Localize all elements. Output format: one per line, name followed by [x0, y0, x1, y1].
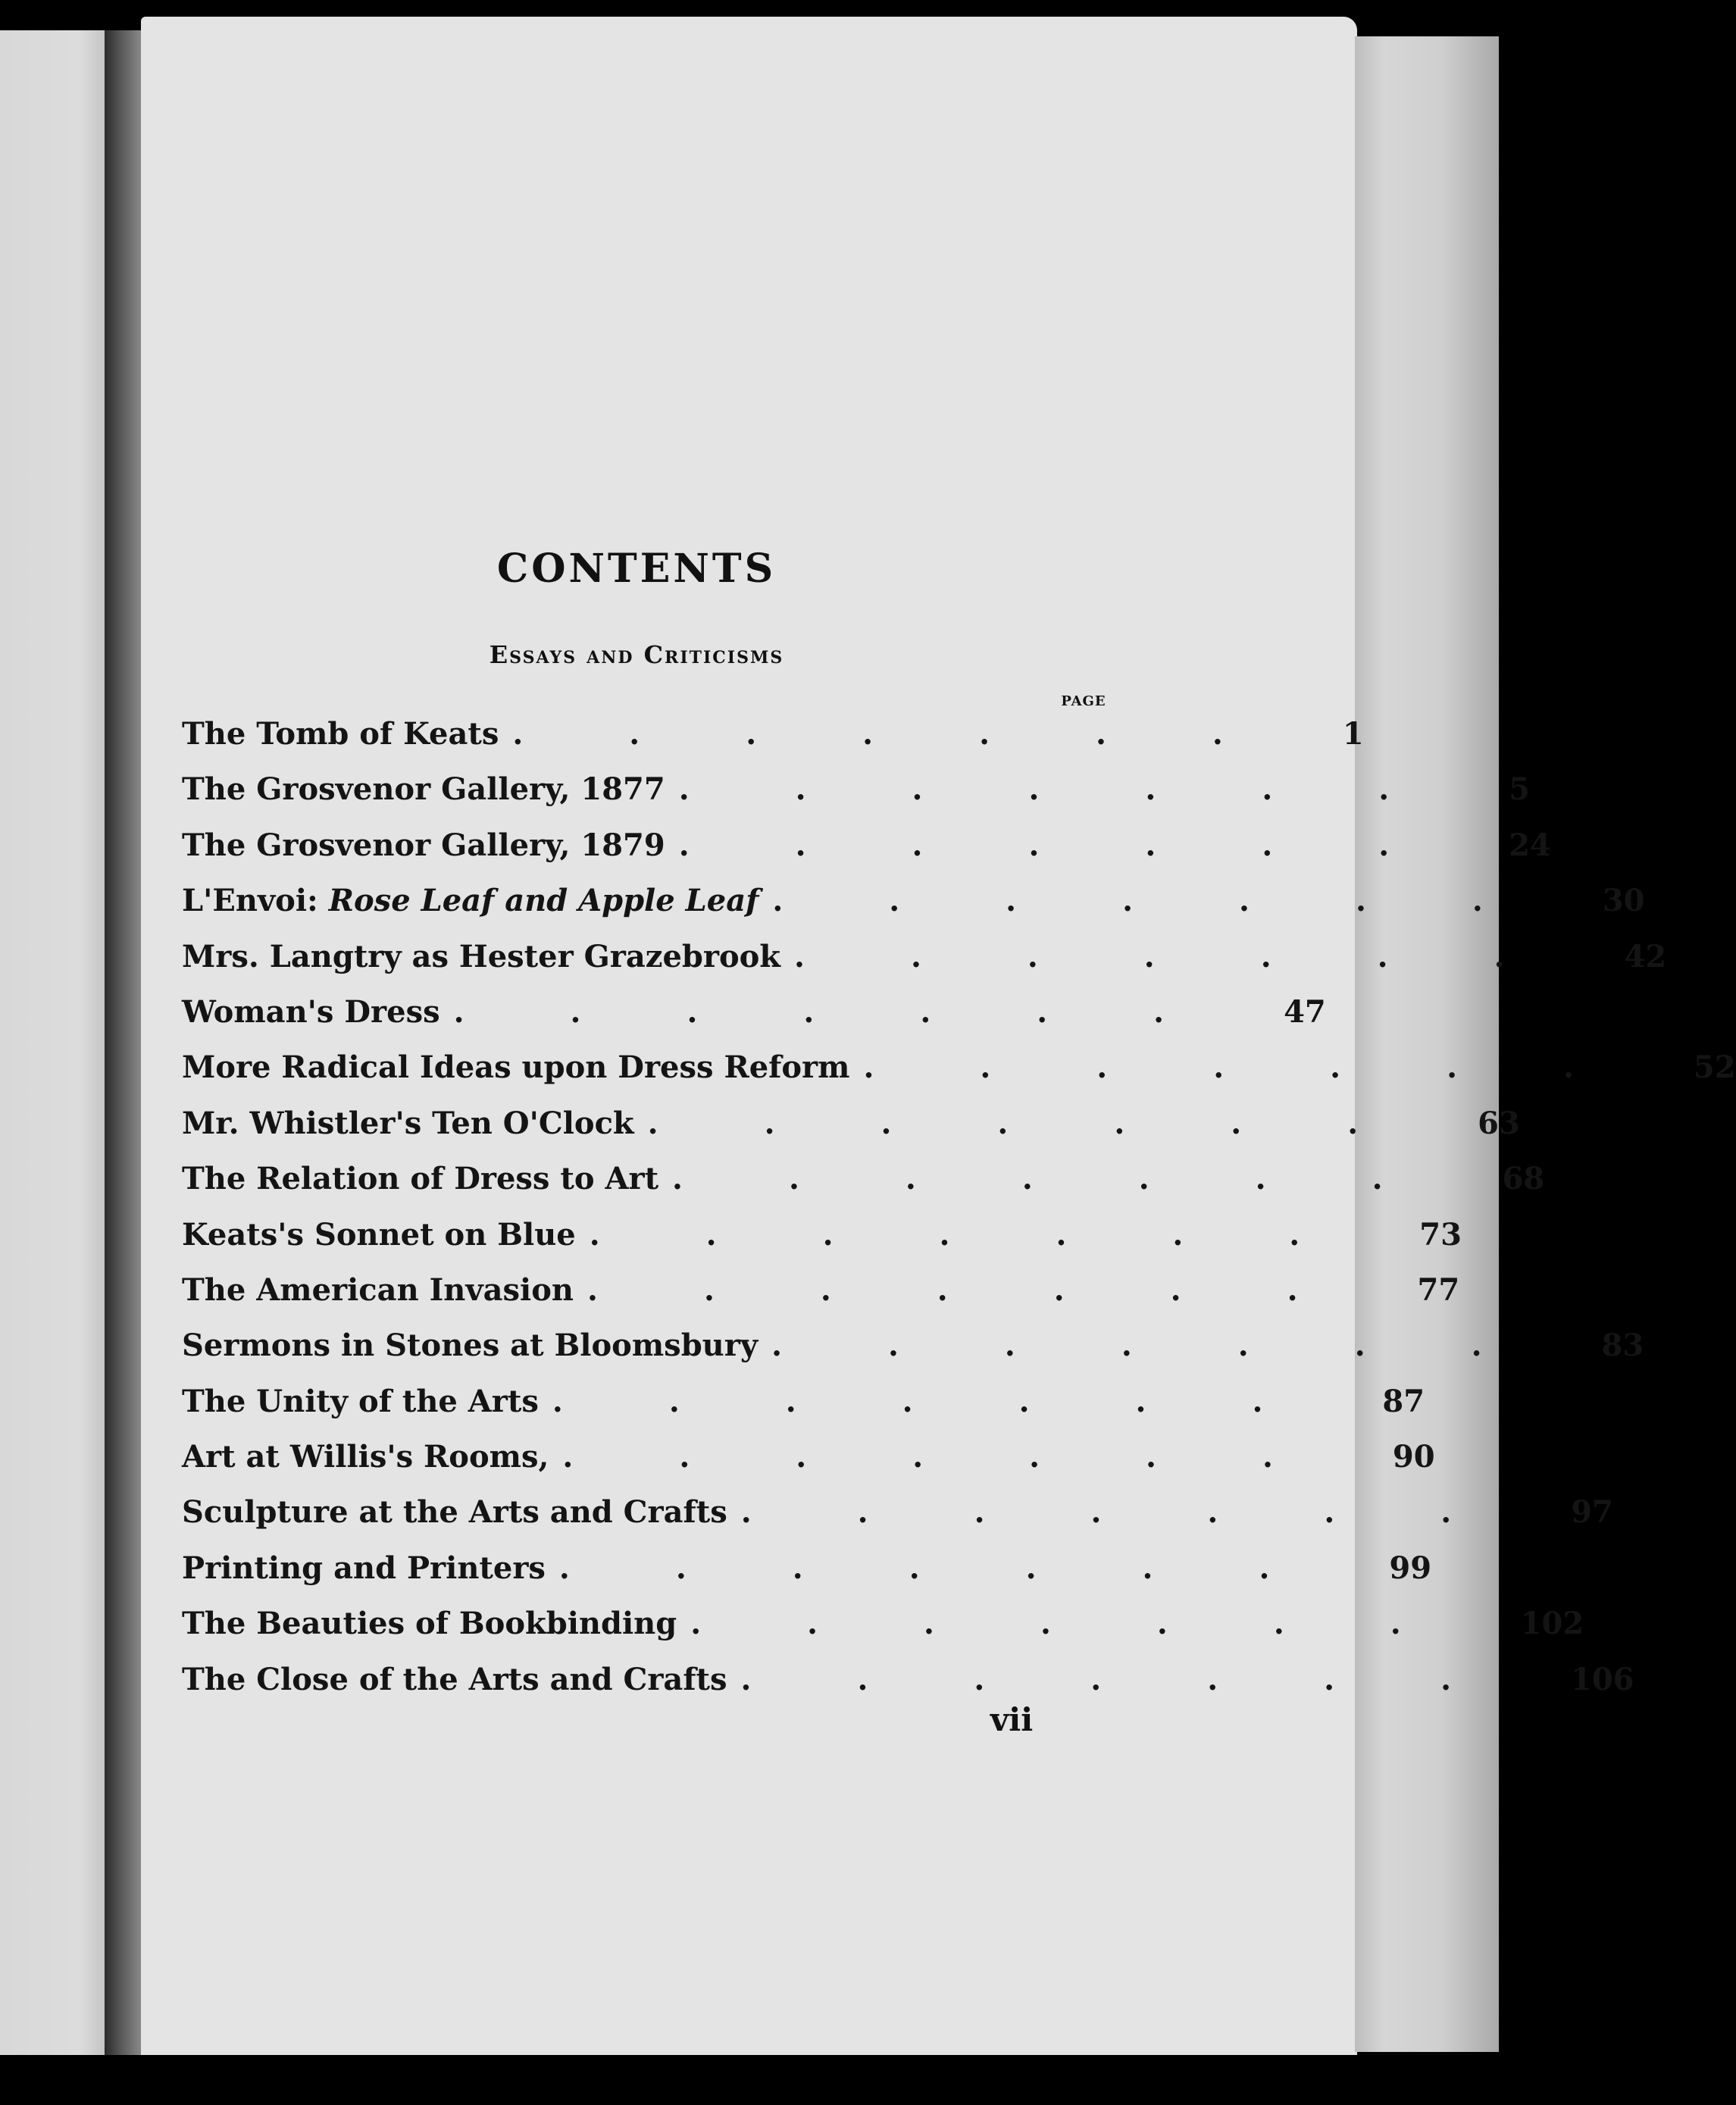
toc-entry-title-italic: Rose Leaf and Apple Leaf	[328, 883, 759, 919]
dot-leader: .......	[772, 883, 1589, 919]
toc-entry-title: The Unity of the Arts	[182, 1383, 539, 1419]
toc-entry-title: The Grosvenor Gallery, 1877	[182, 771, 665, 808]
toc-entry-page: 83	[1601, 1328, 1644, 1364]
toc-entry-title: More Radical Ideas upon Dress Reform	[182, 1049, 850, 1086]
page-fore-edge	[1355, 36, 1499, 2052]
table-of-contents	[182, 716, 1736, 1717]
toc-entry	[182, 827, 1551, 883]
dot-leader: .......	[740, 1494, 1558, 1531]
toc-entry-title: The Relation of Dress to Art	[182, 1161, 659, 1197]
dot-leader: .......	[647, 1105, 1465, 1141]
dot-leader: .......	[863, 1049, 1680, 1086]
toc-entry-title: Woman's Dress	[182, 993, 440, 1030]
toc-entry-page: 73	[1419, 1216, 1462, 1253]
dot-leader: .......	[589, 1216, 1406, 1253]
toc-entry	[182, 1049, 1736, 1105]
toc-entry-page: 30	[1602, 883, 1645, 919]
book-gutter	[105, 30, 142, 2069]
dot-leader: .......	[771, 1328, 1588, 1364]
dot-leader: .......	[453, 993, 1271, 1030]
dot-leader: .......	[678, 827, 1496, 863]
toc-entry	[182, 1105, 1520, 1161]
toc-entry-title	[182, 883, 759, 918]
toc-entry-title: Mrs. Langtry as Hester Grazebrook	[182, 938, 781, 974]
toc-entry-title: The Close of the Arts and Crafts	[182, 1661, 727, 1697]
dot-leader: .......	[587, 1271, 1404, 1308]
dot-leader: .......	[794, 938, 1611, 974]
toc-entry	[182, 1606, 1584, 1661]
toc-entry	[182, 993, 1326, 1049]
toc-entry-page: 42	[1624, 938, 1667, 974]
dot-leader: .......	[552, 1383, 1369, 1419]
toc-entry-page: 102	[1520, 1606, 1584, 1642]
toc-entry-title: Keats's Sonnet on Blue	[182, 1216, 576, 1253]
toc-entry	[182, 1550, 1432, 1606]
toc-entry-page: 47	[1284, 993, 1326, 1030]
dot-leader: .......	[678, 771, 1496, 808]
toc-entry-page: 97	[1571, 1494, 1613, 1531]
toc-entry-page: 63	[1478, 1105, 1520, 1141]
toc-entry-page: 106	[1571, 1661, 1634, 1697]
toc-entry-title: Mr. Whistler's Ten O'Clock	[182, 1105, 634, 1141]
toc-entry	[182, 938, 1667, 994]
toc-entry	[182, 1271, 1460, 1328]
toc-entry	[182, 1328, 1644, 1383]
toc-entry-page: 90	[1392, 1439, 1435, 1475]
toc-entry	[182, 883, 1645, 938]
page-folio: vii	[990, 1701, 1034, 1738]
toc-entry	[182, 1383, 1425, 1439]
toc-entry-page: 77	[1417, 1271, 1460, 1308]
dot-leader: .......	[562, 1439, 1379, 1475]
toc-entry-title: The Grosvenor Gallery, 1879	[182, 827, 665, 863]
toc-entry-title: Sculpture at the Arts and Crafts	[182, 1494, 727, 1531]
toc-entry-title: Art at Willis's Rooms,	[182, 1439, 549, 1475]
toc-entry-page: 1	[1342, 716, 1364, 752]
toc-entry-page: 99	[1389, 1550, 1432, 1586]
toc-entry-title: Sermons in Stones at Bloomsbury	[182, 1328, 759, 1364]
toc-entry	[182, 1494, 1613, 1550]
toc-entry-page: 52	[1693, 1049, 1736, 1086]
dot-leader: .......	[672, 1161, 1489, 1197]
toc-entry-title: Printing and Printers	[182, 1550, 546, 1586]
toc-entry-page: 68	[1502, 1161, 1545, 1197]
dot-leader: .......	[740, 1661, 1558, 1697]
toc-entry-title: The American Invasion	[182, 1271, 574, 1308]
toc-entry-page: 24	[1509, 827, 1551, 863]
toc-entry-page: 5	[1509, 771, 1531, 808]
toc-entry-title: The Tomb of Keats	[182, 716, 499, 752]
dot-leader: .......	[690, 1606, 1507, 1642]
toc-entry	[182, 1216, 1462, 1272]
toc-entry-page: 87	[1382, 1383, 1425, 1419]
dot-leader: .......	[512, 716, 1329, 752]
toc-entry-title: The Beauties of Bookbinding	[182, 1606, 677, 1642]
toc-entry	[182, 716, 1364, 771]
toc-entry	[182, 1161, 1545, 1216]
contents-heading: CONTENTS	[496, 546, 777, 592]
toc-entry	[182, 1439, 1435, 1494]
section-subheading: Essays and Criticisms	[489, 640, 784, 669]
scan-bottom-border	[0, 2055, 1524, 2105]
dot-leader: .......	[558, 1550, 1376, 1586]
page-column-label: PAGE	[1061, 693, 1106, 709]
toc-entry-title-prefix: L'Envoi:	[182, 883, 329, 919]
facing-page-edge	[0, 30, 114, 2061]
toc-entry	[182, 771, 1531, 827]
